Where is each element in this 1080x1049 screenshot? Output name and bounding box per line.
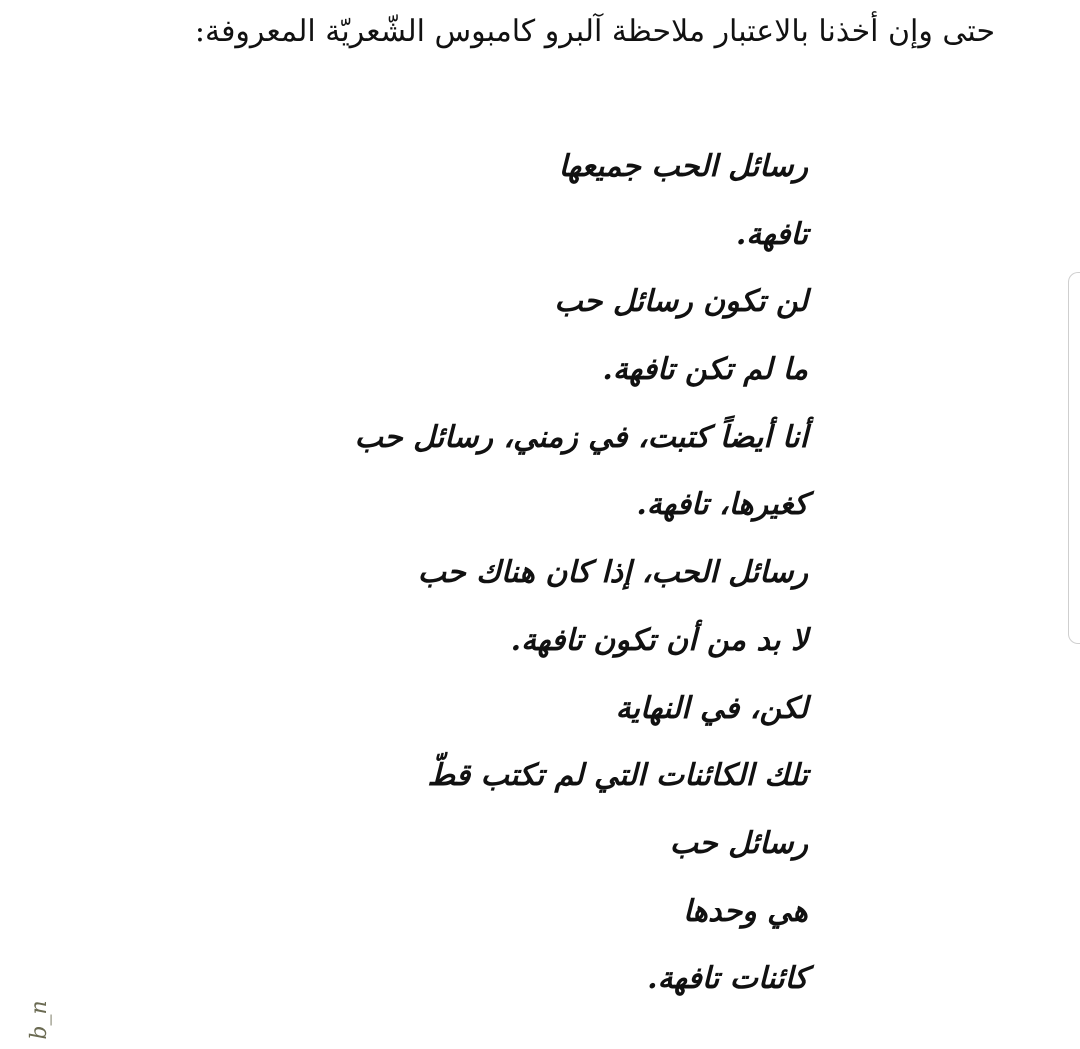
poem-line: تافهة.	[735, 216, 808, 252]
poem-line: رسائل الحب، إذا كان هناك حب	[417, 555, 808, 591]
poem-line: ما لم تكن تافهة.	[602, 352, 808, 388]
poem-line: كغيرها، تافهة.	[636, 487, 808, 523]
poem	[355, 141, 808, 1021]
poem-line: لن تكون رسائل حب	[554, 284, 808, 320]
watermark-signature: b_n	[27, 1000, 52, 1040]
poem-line: لا بد من أن تكون تافهة.	[510, 622, 808, 658]
poem-line: رسائل حب	[669, 825, 808, 861]
poem-line: تلك الكائنات التي لم تكتب قطّ	[427, 758, 808, 794]
poem-line: أنا أيضاً كتبت، في زمني، رسائل حب	[354, 419, 808, 455]
poem-line: هي وحدها	[682, 893, 808, 929]
edge-panel-handle[interactable]	[1068, 272, 1080, 644]
poem-line: كائنات تافهة.	[647, 961, 808, 997]
poem-line: لكن، في النهاية	[615, 690, 808, 726]
poem-line: رسائل الحب جميعها	[558, 149, 808, 184]
intro-text: حتى وإن أخذنا بالاعتبار ملاحظة آلبرو كامبوس الشّعريّة المعروفة:	[194, 14, 995, 49]
